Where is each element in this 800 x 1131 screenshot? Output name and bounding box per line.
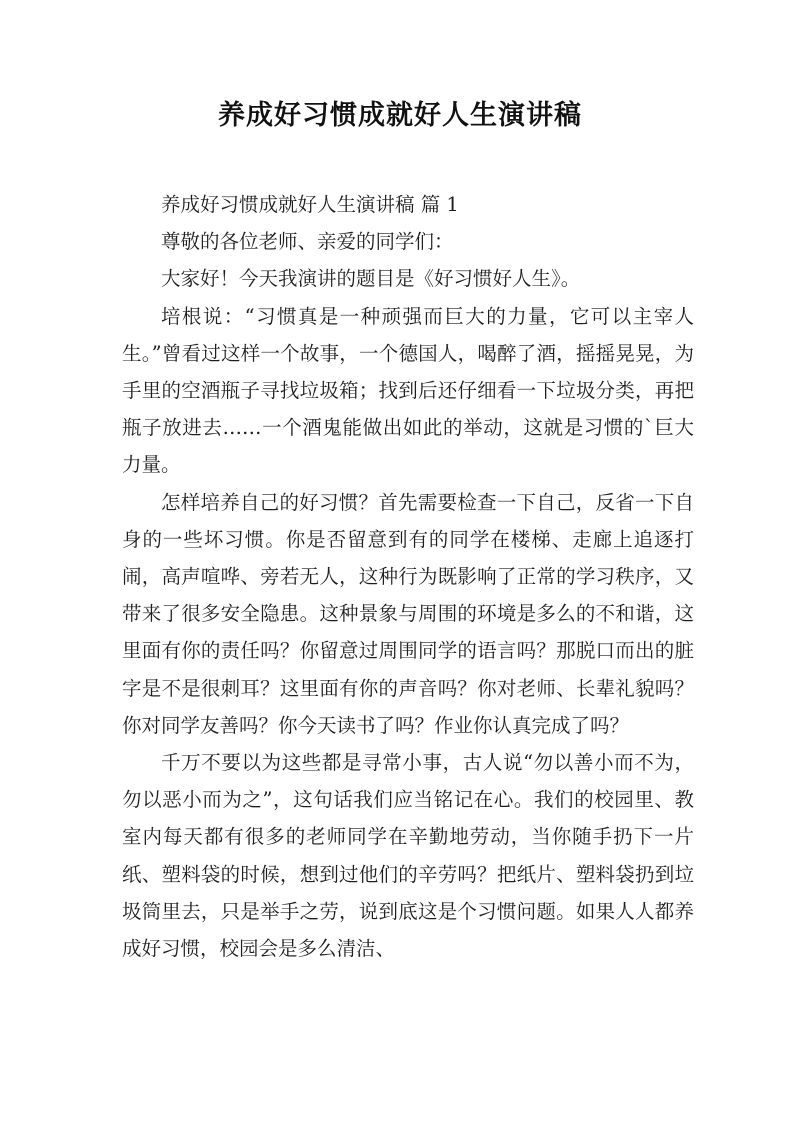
greeting-paragraph: 大家好！今天我演讲的题目是《好习惯好人生》。: [161, 267, 581, 291]
salutation: 尊敬的各位老师、亲爱的同学们：: [161, 230, 454, 254]
section-heading: 养成好习惯成就好人生演讲稿 篇 1: [161, 193, 459, 216]
body-paragraph: 怎样培养自己的好习惯？首先需要检查一下自己，反省一下自身的一些坏习惯。你是否留意到有的同学在楼梯、走廊上追逐打闹，高声喧哗、旁若无人，这种行为既影响了正常的学习秩序，又带来了很多安全隐患。这种景象与周围的环境是多么的不和谐，这里面有你的责任吗？你留意过周围同学的语言吗？那脱口而出的脏字是不是很刺耳？这里面有你的声音吗？你对老师、长辈礼貌吗？你对同学友善吗？你今天读书了吗？作业你认真完成了吗？: [122, 490, 694, 737]
document-title: 养成好习惯成就好人生演讲稿: [218, 100, 582, 131]
body-paragraph: 培根说：“习惯真是一种顽强而巨大的力量，它可以主宰人生。”曾看过这样一个故事，一个德国人，喝醉了酒，摇摇晃晃，为手里的空酒瓶子寻找垃圾箱；找到后还仔细看一下垃圾分类，再把瓶子放进去……一个酒鬼能做出如此的举动，这就是习惯的`巨大力量。: [122, 304, 694, 477]
body-paragraph: 千万不要以为这些都是寻常小事，古人说“勿以善小而不为，勿以恶小而为之”，这句话我们应当铭记在心。我们的校园里、教室内每天都有很多的老师同学在辛勤地劳动，当你随手扔下一片纸、塑料袋的时候，想到过他们的辛劳吗？把纸片、塑料袋扔到垃圾筒里去，只是举手之劳，说到底这是个习惯问题。如果人人都养成好习惯，校园会是多么清洁、: [122, 751, 694, 961]
document-body: [122, 186, 694, 967]
